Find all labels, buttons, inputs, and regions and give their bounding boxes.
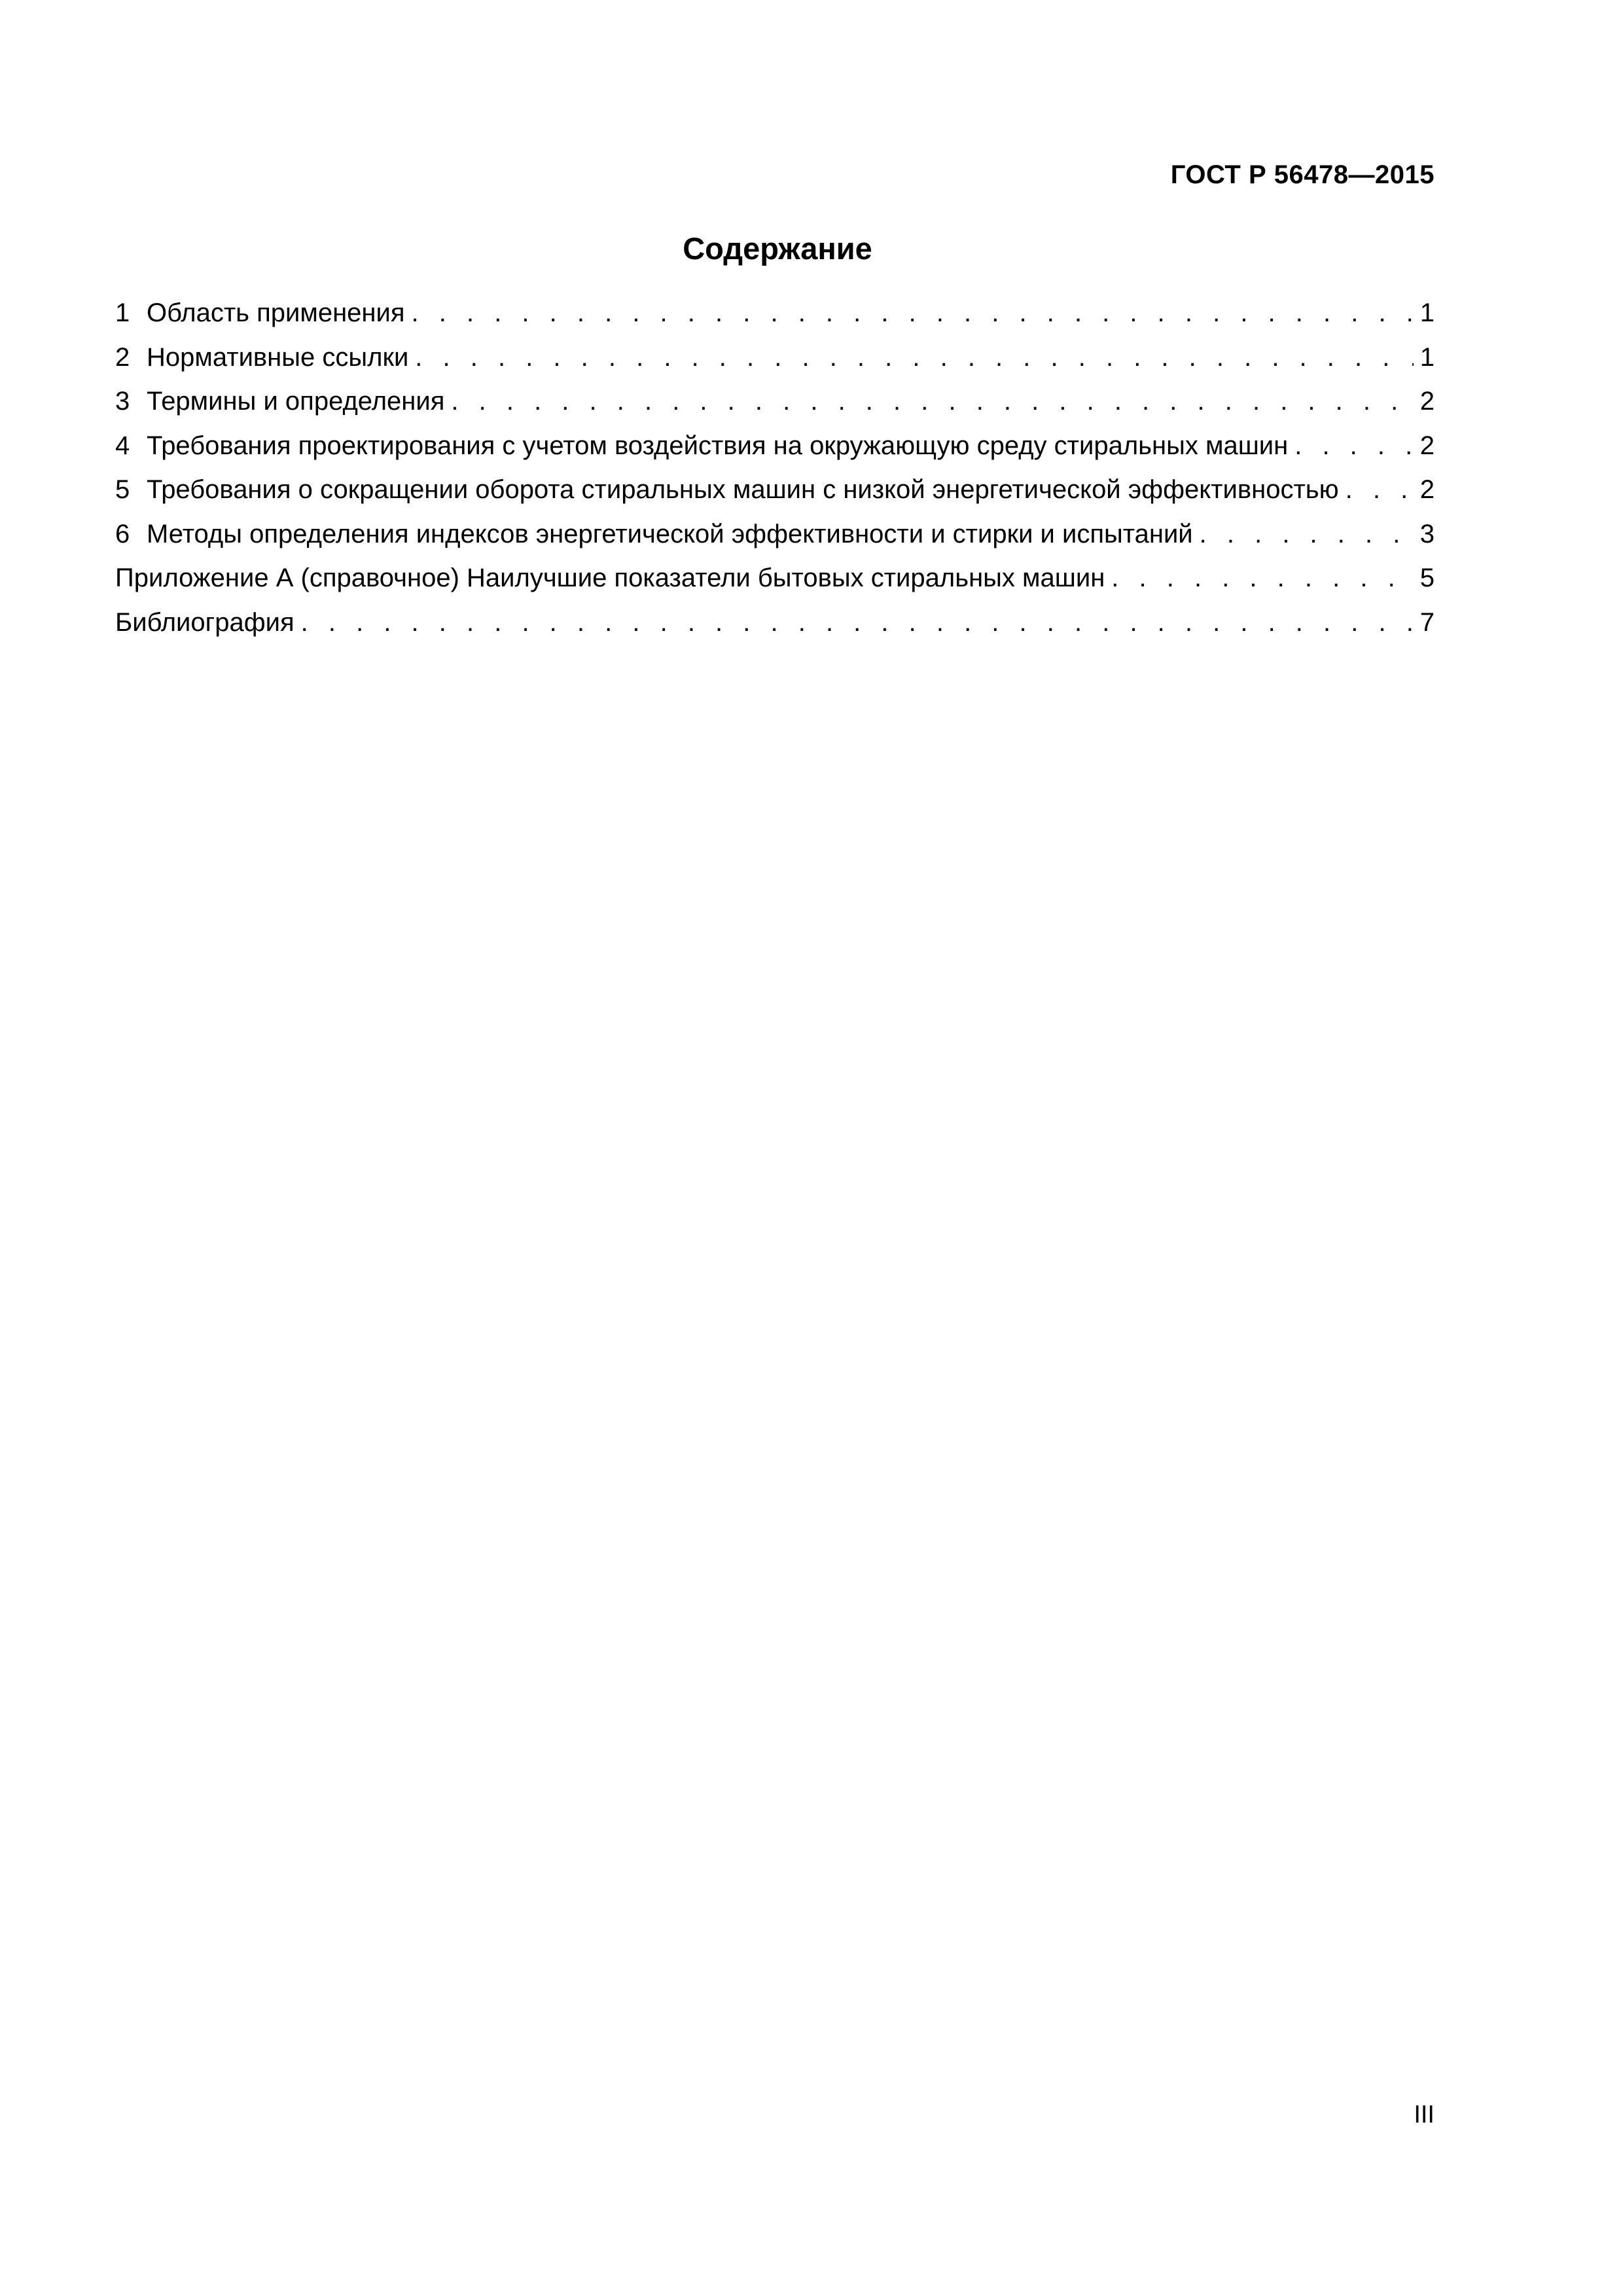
toc-entry-page: 2 bbox=[1419, 387, 1435, 416]
document-code: ГОСТ Р 56478—2015 bbox=[1170, 160, 1435, 189]
toc-dot-leader bbox=[408, 343, 1413, 372]
toc-dot-leader bbox=[1193, 520, 1414, 549]
toc-entry[interactable] bbox=[115, 431, 1435, 476]
toc-entry-title: Область применения bbox=[147, 298, 405, 327]
toc-entry-title: Приложение А (справочное) Наилучшие показатели бытовых стиральных машин bbox=[115, 564, 1105, 592]
toc-entry-number: 5 bbox=[115, 475, 130, 504]
toc-entry[interactable] bbox=[115, 387, 1435, 431]
toc-entry-number: 4 bbox=[115, 431, 130, 460]
toc-dot-leader bbox=[405, 298, 1414, 328]
toc-entry-page: 1 bbox=[1419, 342, 1435, 372]
toc-entry[interactable] bbox=[115, 608, 1435, 653]
toc-entry-page: 1 bbox=[1419, 298, 1435, 327]
toc-entry[interactable] bbox=[115, 564, 1435, 608]
toc-entry-title: Термины и определения bbox=[147, 387, 445, 416]
toc-dot-leader bbox=[1288, 431, 1414, 461]
toc-dot-leader bbox=[1339, 475, 1414, 505]
toc-entry-title: Требования о сокращении оборота стиральных машин с низкой энергетической эффективностью bbox=[147, 475, 1339, 504]
toc-entry-page: 5 bbox=[1419, 564, 1435, 592]
toc-entry[interactable] bbox=[115, 475, 1435, 520]
toc-entry-page: 2 bbox=[1419, 431, 1435, 460]
toc-dot-leader bbox=[444, 387, 1413, 416]
toc-title: Содержание bbox=[683, 231, 872, 266]
toc-entry-title: Требования проектирования с учетом воздействия на окружающую среду стиральных машин bbox=[147, 431, 1289, 460]
toc-entry-page: 2 bbox=[1419, 475, 1435, 504]
toc-entry[interactable] bbox=[115, 343, 1435, 387]
toc-dot-leader bbox=[294, 608, 1414, 637]
toc-entry-number: 6 bbox=[115, 519, 130, 548]
toc-entry[interactable] bbox=[115, 298, 1435, 343]
table-of-contents bbox=[115, 298, 1435, 652]
toc-entry-number: 2 bbox=[115, 342, 130, 372]
toc-entry-number: 1 bbox=[115, 298, 130, 327]
toc-entry[interactable] bbox=[115, 520, 1435, 564]
toc-entry-title: Нормативные ссылки bbox=[147, 342, 409, 372]
toc-entry-page: 7 bbox=[1419, 607, 1435, 637]
toc-entry-page: 3 bbox=[1419, 519, 1435, 548]
page-number: III bbox=[1414, 2101, 1435, 2128]
toc-entry-title: Методы определения индексов энергетической эффективности и стирки и испытаний bbox=[147, 519, 1193, 548]
toc-entry-number: 3 bbox=[115, 387, 130, 416]
toc-entry-title: Библиография bbox=[115, 607, 294, 637]
toc-dot-leader bbox=[1105, 564, 1413, 593]
